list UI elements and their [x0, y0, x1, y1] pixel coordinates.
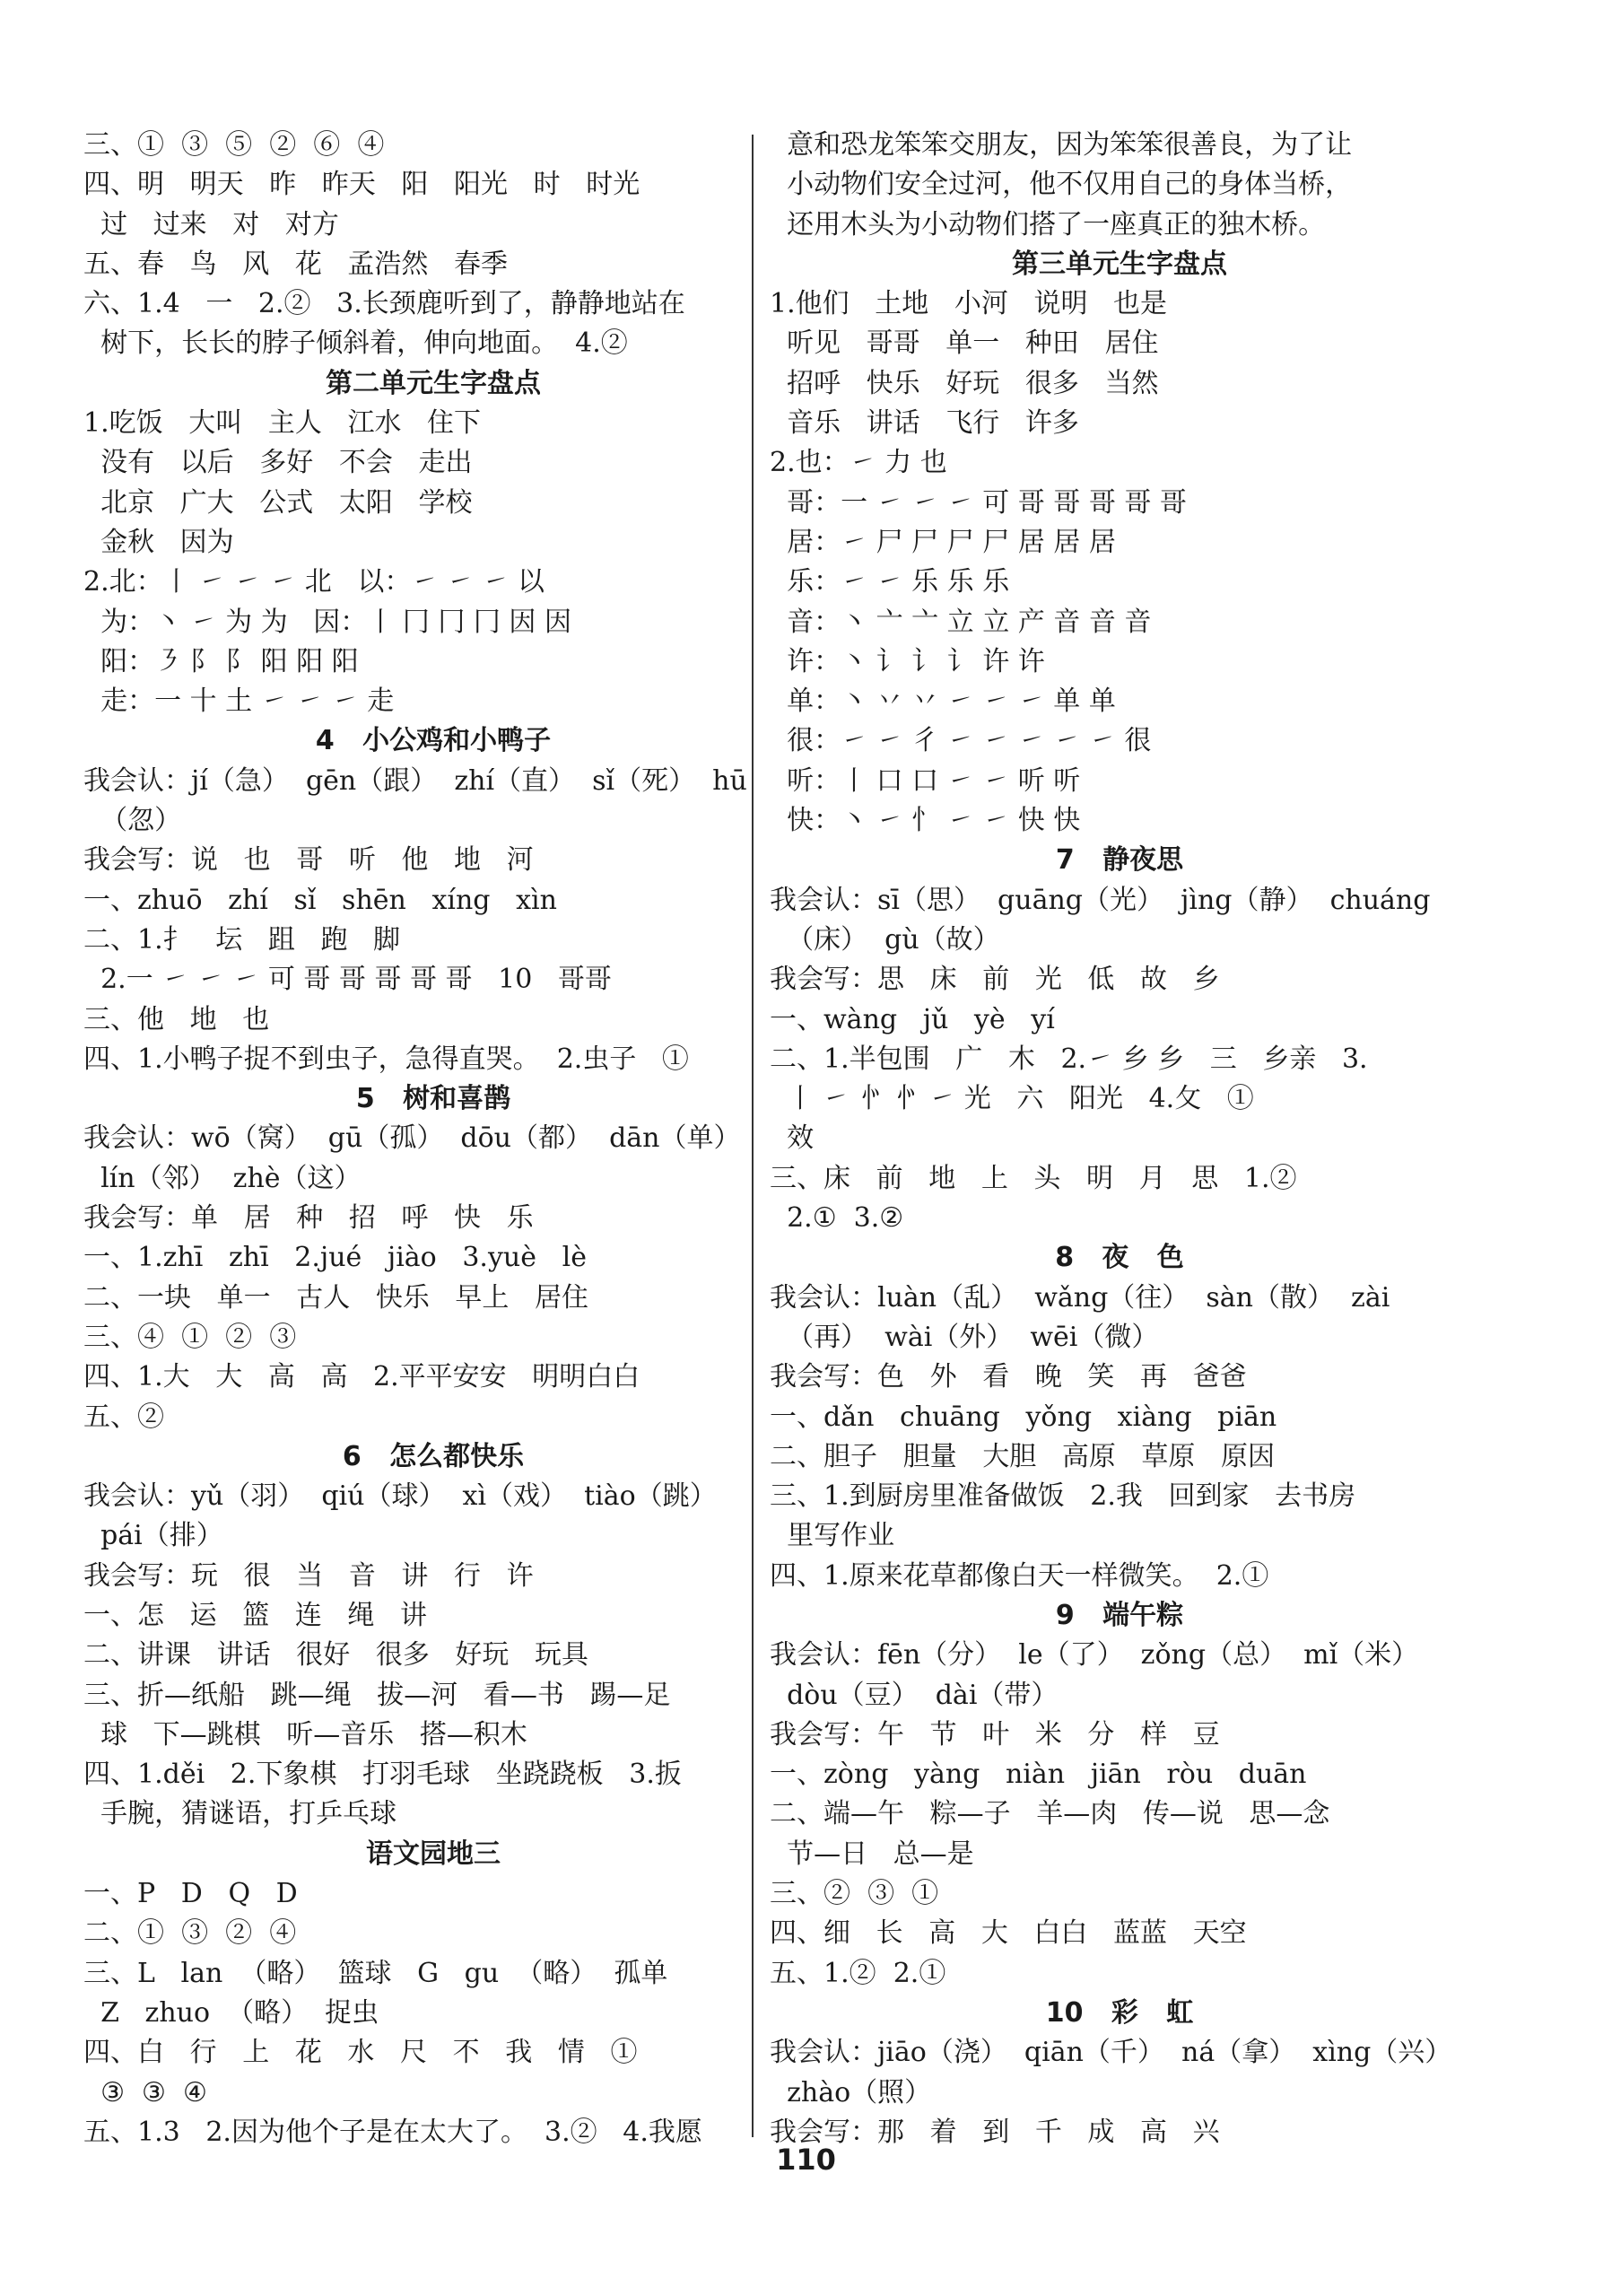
section-heading: 第二单元生字盘点: [326, 367, 541, 399]
answer-line: 二、一块 单一 古人 快乐 早上 居住: [83, 1281, 589, 1314]
section-heading: 7 静夜思: [1055, 844, 1184, 877]
answer-line: 四、白 行 上 花 水 尺 不 我 情 ①: [83, 2037, 638, 2069]
answer-line: 四、1.大 大 高 高 2.平平安安 明明白白: [83, 1361, 640, 1393]
answer-line: 1.他们 土地 小河 说明 也是: [770, 288, 1168, 320]
column-divider: [752, 135, 754, 2137]
answer-line: 二、① ③ ② ④: [83, 1917, 297, 1950]
answer-line: 我会认：yǔ（羽） qiú（球） xì（戏） tiào（跳）: [83, 1480, 717, 1513]
answer-line: 很：㇀ ㇀ 彳 ㇀ ㇀ ㇀ ㇀ ㇀ 很: [770, 725, 1152, 757]
answer-line: 手腕，猜谜语，打乒乓球: [83, 1798, 397, 1830]
answer-line: 音：丶 亠 亠 立 立 产 音 音 音: [770, 606, 1152, 638]
answer-line: 二、端—午 粽—子 羊—肉 传—说 思—念: [770, 1798, 1330, 1830]
answer-line: 效: [770, 1122, 815, 1155]
answer-line: 没有 以后 多好 不会 走出: [83, 447, 473, 479]
answer-line: 哥：一 ㇀ ㇀ ㇀ 可 哥 哥 哥 哥 哥: [770, 486, 1187, 519]
answer-line: zhào（照）: [770, 2076, 932, 2108]
answer-line: 我会认：wō（窝） gū（孤） dōu（都） dān（单）: [83, 1122, 741, 1155]
answer-line: 球 下—跳棋 听—音乐 搭—积木: [83, 1718, 527, 1750]
answer-line: （忽）: [83, 805, 182, 837]
answer-line: 我会写：单 居 种 招 呼 快 乐: [83, 1202, 534, 1235]
answer-line: 三、① ③ ⑤ ② ⑥ ④: [83, 129, 385, 161]
section-heading: 10 彩 虹: [1045, 1996, 1194, 2029]
answer-line: 还用木头为小动物们搭了一座真正的独木桥。: [770, 208, 1326, 240]
answer-line: 2.一 ㇀ ㇀ ㇀ 可 哥 哥 哥 哥 哥 10 哥哥: [83, 964, 612, 996]
answer-line: 我会写：说 也 哥 听 他 地 河: [83, 844, 534, 877]
answer-line: 二、讲课 讲话 很好 很多 好玩 玩具: [83, 1639, 589, 1672]
answer-line: 三、他 地 也: [83, 1003, 270, 1035]
answer-line: 我会认：jí（急） gēn（跟） zhí（直） sǐ（死） hū: [83, 764, 747, 797]
answer-line: 我会写：思 床 前 光 低 故 乡: [770, 964, 1220, 996]
answer-line: 1.吃饭 大叫 主人 江水 住下: [83, 407, 482, 440]
answer-line: Z zhuo （略） 捉虫: [83, 1996, 379, 2029]
answer-line: 我会认：fēn（分） le（了） zǒng（总） mǐ（米）: [770, 1639, 1419, 1672]
answer-line: 二、胆子 胆量 大胆 高原 草原 原因: [770, 1440, 1276, 1472]
answer-line: 四、明 明天 昨 昨天 阳 阳光 时 时光: [83, 169, 640, 201]
answer-line: 音乐 讲话 飞行 许多: [770, 407, 1079, 440]
answer-line: 一、1.zhī zhī 2.jué jiào 3.yuè lè: [83, 1242, 587, 1274]
answer-line: 一、zhuō zhí sǐ shēn xíng xìn: [83, 884, 557, 916]
answer-line: （床） gù（故）: [770, 923, 1000, 956]
answer-line: 三、L lan （略） 篮球 G gu （略） 孤单: [83, 1957, 668, 1989]
answer-line: 二、1.⺘ 坛 跙 跑 脚: [83, 923, 401, 956]
answer-line: 单：丶 丷 丷 ㇀ ㇀ ㇀ 单 单: [770, 685, 1116, 718]
section-heading: 6 怎么都快乐: [342, 1440, 525, 1472]
answer-line: 走：一 十 土 ㇀ ㇀ ㇀ 走: [83, 685, 395, 718]
answer-line: 四、细 长 高 大 白白 蓝蓝 天空: [770, 1917, 1247, 1950]
answer-line: 2.北：丨 ㇀ ㇀ ㇀ 北 以：㇀ ㇀ ㇀ 以: [83, 566, 545, 598]
answer-line: 六、1.4 一 2.② 3.长颈鹿听到了，静静地站在: [83, 288, 685, 320]
answer-line: 三、② ③ ①: [770, 1878, 939, 1910]
answer-line: 五、1.3 2.因为他个子是在太大了。 3.② 4.我愿: [83, 2116, 702, 2148]
right-column: [770, 126, 1469, 2152]
answer-line: 小动物们安全过河，他不仅用自己的身体当桥，: [770, 169, 1353, 201]
answer-line: 节—日 总—是: [770, 1838, 974, 1870]
answer-line: 我会写：那 着 到 千 成 高 兴: [770, 2116, 1220, 2148]
answer-line: 四、1.原来花草都像白天一样微笑。 2.①: [770, 1559, 1269, 1592]
answer-line: 招呼 快乐 好玩 很多 当然: [770, 367, 1159, 399]
answer-line: 四、1.děi 2.下象棋 打羽毛球 坐跷跷板 3.扳: [83, 1759, 682, 1791]
answer-line: 一、dǎn chuāng yǒng xiàng piān: [770, 1401, 1277, 1433]
answer-line: 乐：㇀ ㇀ 乐 乐 乐: [770, 566, 1010, 598]
section-heading: 9 端午粽: [1055, 1599, 1184, 1631]
answer-line: 金秋 因为: [83, 526, 234, 558]
answer-line: 许：丶 讠 讠 讠 许 许: [770, 645, 1045, 677]
answer-line: pái（排）: [83, 1520, 223, 1552]
answer-line: 一、wàng jǔ yè yí: [770, 1003, 1055, 1035]
answer-line: 2.也：㇀ 力 也: [770, 447, 947, 479]
answer-line: 阳：㇋ 阝 阝 阳 阳 阳: [83, 645, 359, 677]
answer-line: 我会认：jiāo（浇） qiān（千） ná（拿） xìng（兴）: [770, 2037, 1452, 2069]
answer-line: 听见 哥哥 单一 种田 居住: [770, 327, 1159, 360]
answer-line: 二、1.半包围 广 木 2.㇀ 乡 乡 三 乡亲 3.: [770, 1043, 1368, 1075]
section-heading: 语文园地三: [366, 1838, 501, 1870]
answer-line: 为：丶 ㇀ 为 为 因：丨 冂 冂 冂 因 因: [83, 606, 571, 638]
left-column: [83, 126, 783, 2152]
answer-line: （再） wài（外） wēi（微）: [770, 1321, 1159, 1353]
section-heading: 4 小公鸡和小鸭子: [315, 725, 552, 757]
answer-line: 里写作业: [770, 1520, 895, 1552]
answer-line: 意和恐龙笨笨交朋友，因为笨笨很善良，为了让: [770, 129, 1353, 161]
answer-line: 一、P D Q D: [83, 1878, 298, 1910]
section-heading: 第三单元生字盘点: [1012, 248, 1227, 280]
answer-line: 树下，长长的脖子倾斜着，伸向地面。 4.②: [83, 327, 628, 360]
answer-line: 过 过来 对 对方: [83, 208, 339, 240]
answer-line: 丨 ㇀ 㣺 㣺 ㇀ 光 六 阳光 4.攵 ①: [770, 1083, 1254, 1115]
answer-line: 我会写：色 外 看 晚 笑 再 爸爸: [770, 1361, 1247, 1393]
answer-line: 五、1.② 2.①: [770, 1957, 946, 1989]
answer-line: 三、④ ① ② ③: [83, 1321, 297, 1353]
answer-line: 我会写：玩 很 当 音 讲 行 许: [83, 1559, 534, 1592]
answer-line: 三、1.到厨房里准备做饭 2.我 回到家 去书房: [770, 1480, 1356, 1513]
answer-line: ③ ③ ④: [83, 2076, 207, 2108]
answer-line: 四、1.小鸭子捉不到虫子，急得直哭。 2.虫子 ①: [83, 1043, 689, 1075]
answer-line: 我会认：sī（思） guāng（光） jìng（静） chuáng: [770, 884, 1431, 916]
answer-line: 三、床 前 地 上 头 明 月 思 1.②: [770, 1162, 1297, 1194]
answer-line: 快：丶 ㇀ 忄 ㇀ ㇀ 快 快: [770, 805, 1081, 837]
answer-line: 五、春 鸟 风 花 孟浩然 春季: [83, 248, 509, 280]
answer-line: 我会写：午 节 叶 米 分 样 豆: [770, 1718, 1220, 1750]
section-heading: 5 树和喜鹊: [355, 1083, 511, 1115]
answer-line: 听：丨 口 口 ㇀ ㇀ 听 听: [770, 764, 1081, 797]
answer-line: 一、怎 运 篮 连 绳 讲: [83, 1599, 428, 1631]
answer-line: 我会认：luàn（乱） wǎng（往） sàn（散） zài: [770, 1281, 1390, 1314]
answer-line: 北京 广大 公式 太阳 学校: [83, 486, 473, 519]
answer-line: lín（邻） zhè（这）: [83, 1162, 362, 1194]
answer-line: 五、②: [83, 1401, 164, 1433]
answer-line: 三、折—纸船 跳—绳 拔—河 看—书 踢—足: [83, 1679, 671, 1711]
answer-line: 2.① 3.②: [770, 1202, 904, 1235]
page-number: 110: [776, 2143, 836, 2177]
answer-line: 一、zòng yàng niàn jiān ròu duān: [770, 1759, 1307, 1791]
answer-line: dòu（豆） dài（带）: [770, 1679, 1059, 1711]
section-heading: 8 夜 色: [1055, 1242, 1184, 1274]
answer-line: 居：㇀ 尸 尸 尸 尸 居 居 居: [770, 526, 1116, 558]
